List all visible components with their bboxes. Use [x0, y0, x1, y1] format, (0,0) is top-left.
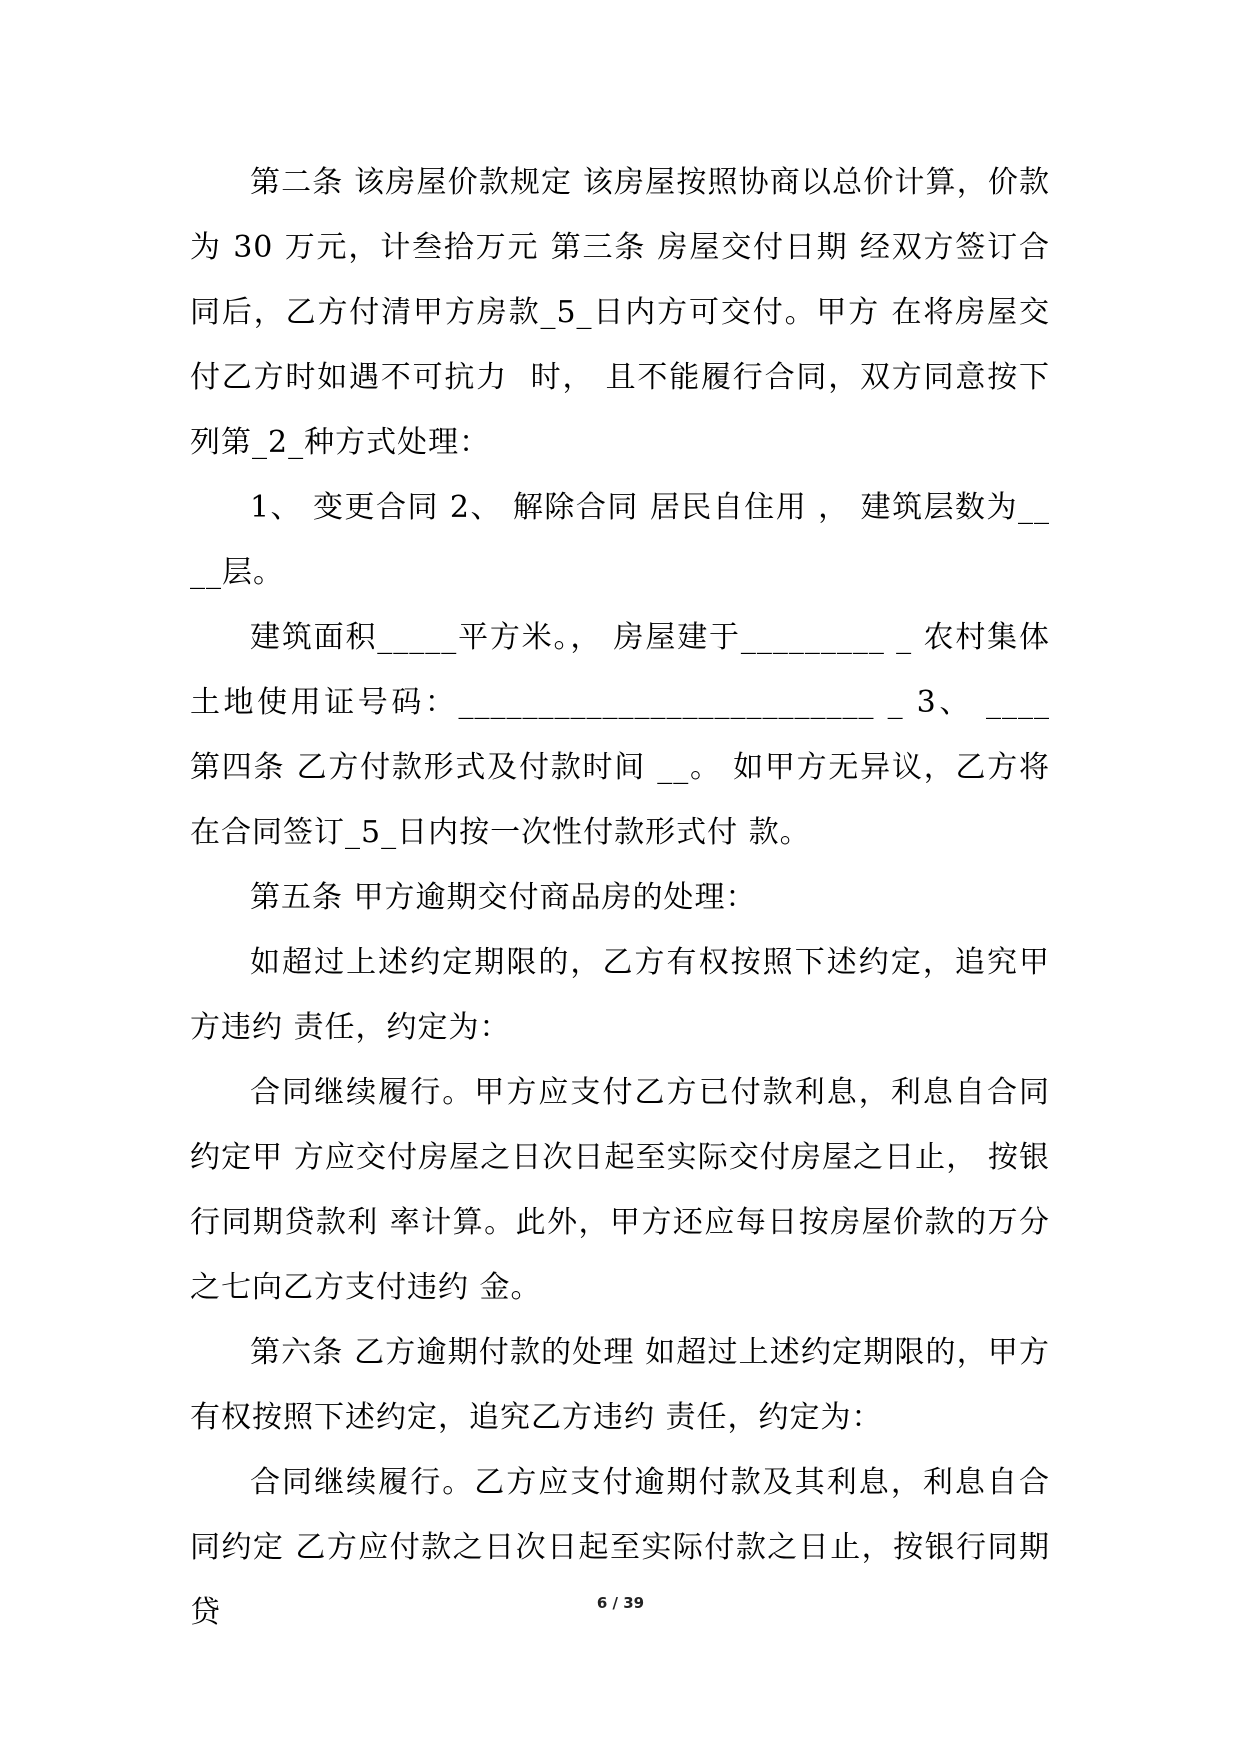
page-number: 6 / 39 — [596, 1594, 645, 1612]
paragraph-article-6-continue: 合同继续履行。乙方应支付逾期付款及其利息，利息自合同约定 乙方应付款之日次日起至实际付款之日止，按银行同期贷 — [190, 1465, 1050, 1630]
paragraph-building-area: 建筑面积_____平方米。， 房屋建于_________ _ 农村集体土地使用证号码：__________________________ _ 3、 ____ 第四条 乙方付款形式及付款时间 __。 如甲方无异议，乙方将在合同签订_5_日内按一次性付款形式付 款。 — [190, 620, 1061, 850]
paragraph-article-2-3: 第二条 该房屋价款规定 该房屋按照协商以总价计算，价款为 30 万元，计叁拾万元 第三条 房屋交付日期 经双方签订合同后，乙方付清甲方房款_5_日内方可交付。甲方 在将房屋交付乙方时如遇不可抗力 时， 且不能履行合同，双方同意按下列第_2_种方式处理： — [190, 165, 1050, 460]
document-body — [190, 150, 1061, 1645]
paragraph-article-5-overdue: 如超过上述约定期限的，乙方有权按照下述约定，追究甲方违约 责任，约定为： — [190, 945, 1050, 1045]
paragraph-article-5-heading: 第五条 甲方逾期交付商品房的处理： — [250, 880, 757, 915]
paragraph-article-5-continue: 合同继续履行。甲方应支付乙方已付款利息，利息自合同约定甲 方应交付房屋之日次日起至实际交付房屋之日止， 按银行同期贷款利 率计算。此外，甲方还应每日按房屋价款的万分之七向乙方支付违约 金。 — [190, 1075, 1050, 1305]
paragraph-options-list: 1、 变更合同 2、 解除合同 居民自住用 ， 建筑层数为____层。 — [190, 490, 1050, 590]
paragraph-article-6: 第六条 乙方逾期付款的处理 如超过上述约定期限的，甲方有权按照下述约定，追究乙方违约 责任，约定为： — [190, 1335, 1050, 1435]
